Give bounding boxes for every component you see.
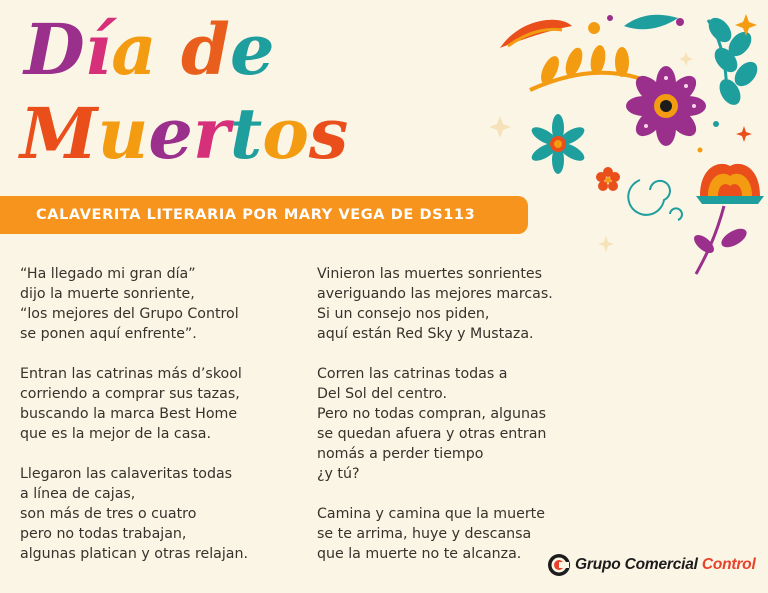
poem-line: Si un consejo nos piden, (317, 306, 490, 322)
logo-text-accent: Control (701, 556, 756, 573)
swirl-icon (628, 180, 682, 220)
stanza (317, 504, 577, 564)
leaf-icon (704, 13, 762, 108)
poem-line: Corren las catrinas todas a (317, 366, 508, 382)
poem-line: pero no todas trabajan, (20, 526, 187, 542)
title-letter: D (24, 8, 85, 91)
poem-line: se ponen aquí enfrente”. (20, 326, 197, 342)
flower-icon (691, 164, 764, 274)
title-letter: a (111, 8, 157, 91)
logo-mark-icon (547, 553, 571, 577)
stanza (20, 464, 300, 564)
poem-line: aquí están Red Sky y Mustaza. (317, 326, 534, 342)
poem-line: buscando la marca Best Home (20, 406, 238, 422)
company-logo (547, 552, 756, 578)
floral-decoration (490, 0, 768, 290)
poem-line: se te arrima, huye y descansa (317, 526, 532, 542)
logo-text (575, 556, 756, 574)
title-letter (157, 10, 181, 90)
flower-icon (529, 114, 587, 174)
poem-line: algunas platican y otras relajan. (20, 546, 248, 562)
stanza (20, 264, 300, 344)
title-letter: e (148, 92, 193, 175)
title-letter: u (97, 92, 149, 175)
title-line-1 (24, 10, 275, 90)
page-title (20, 8, 349, 188)
subtitle-banner (0, 196, 528, 234)
banner-text: CALAVERITA LITERARIA POR MARY VEGA DE DS113 (36, 207, 476, 223)
title-letter: M (20, 92, 98, 175)
poem-line: Camina y camina que la muerte (317, 506, 545, 522)
title-letter: s (308, 92, 349, 175)
flower-icon (596, 167, 620, 191)
leaf-icon (588, 15, 684, 34)
title-letter: r (192, 92, 230, 175)
poem-line: que es la mejor de la casa. (20, 426, 212, 442)
title-letter: d (181, 8, 230, 91)
poem-line: “los mejores del Grupo Control (20, 306, 239, 322)
poem-line: Llegaron las calaveritas todas (20, 466, 233, 482)
leaf-icon (500, 20, 572, 48)
stanza (317, 364, 577, 484)
poem-line: averiguando las mejores marcas. (317, 286, 553, 302)
title-letter: e (229, 8, 275, 91)
flower-icon (626, 66, 706, 146)
title-line-2 (20, 94, 348, 174)
poem-line: dijo la muerte sonriente, (20, 286, 195, 302)
poem-line: Del Sol del centro. (317, 386, 447, 402)
poem-line: Pero no todas compran, algunas (317, 406, 547, 422)
poem-line: ¿y tú? (317, 466, 360, 482)
poem-line: son más de tres o cuatro (20, 506, 197, 522)
poem-line: a línea de cajas, (20, 486, 136, 502)
poem-line: que la muerte no te alcanza. (317, 546, 522, 562)
poem-line: Entran las catrinas más d’skool (20, 366, 242, 382)
poem-column-1 (20, 264, 300, 584)
title-letter: o (262, 92, 309, 175)
poem-line: corriendo a comprar sus tazas, (20, 386, 240, 402)
stanza (20, 364, 300, 444)
title-letter: t (229, 92, 263, 175)
logo-text-main: Grupo Comercial (575, 556, 702, 573)
poem-line: nomás a perder tiempo (317, 446, 484, 462)
poem-line: se quedan afuera y otras entran (317, 426, 547, 442)
poem-column-2 (317, 264, 577, 584)
leaf-icon (530, 44, 650, 90)
poem-line: “Ha llegado mi gran día” (20, 266, 196, 282)
poem-line: Vinieron las muertes sonrientes (317, 266, 543, 282)
title-letter: í (84, 8, 112, 91)
